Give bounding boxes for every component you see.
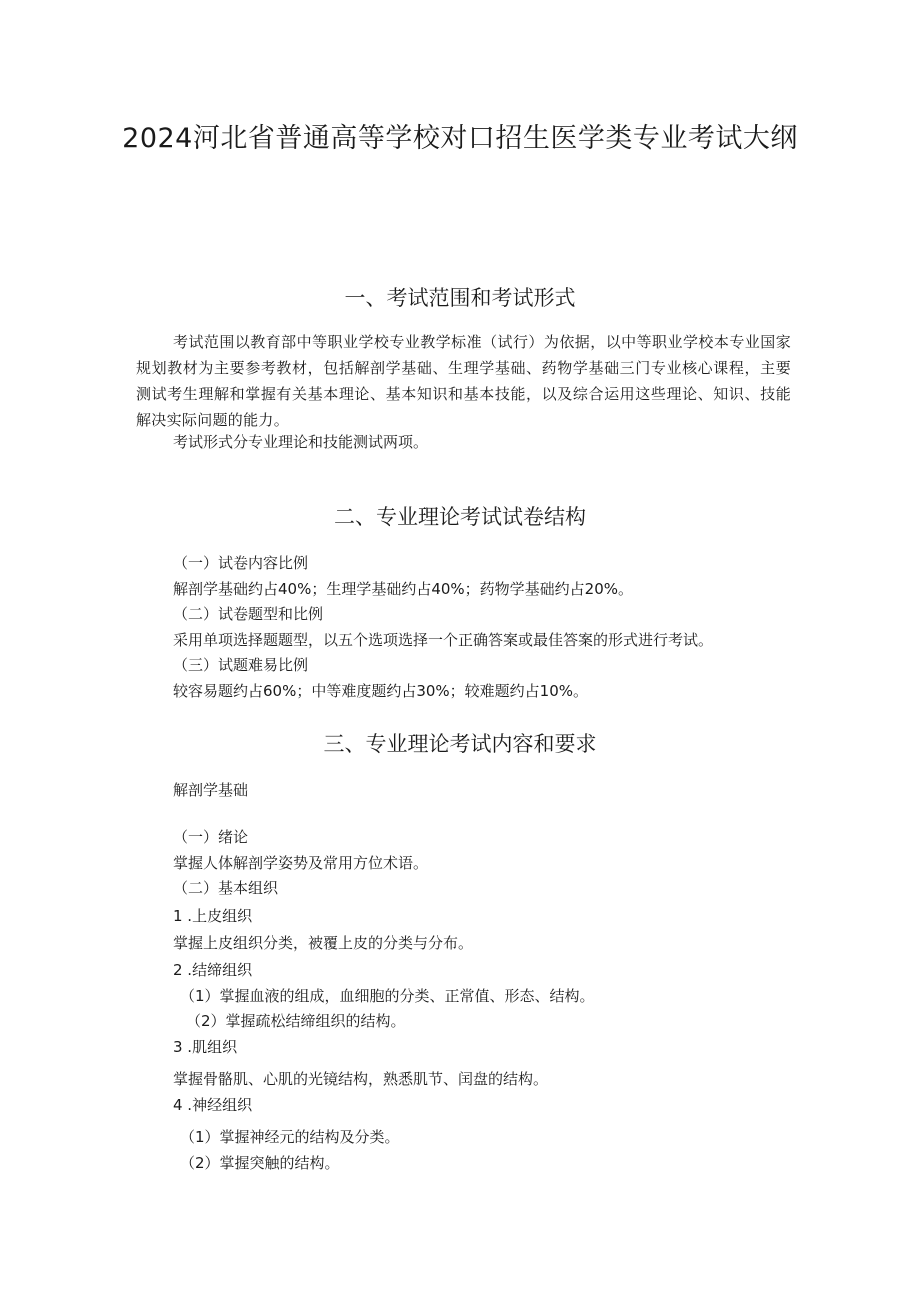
chapter-1-title: （一）绪论 xyxy=(173,828,249,846)
subject-title: 解剖学基础 xyxy=(173,781,249,799)
section-heading-3: 三、专业理论考试内容和要求 xyxy=(323,732,597,756)
item-4-point-a: （1）掌握神经元的结构及分类。 xyxy=(180,1128,400,1146)
section2-sub3-text: 较容易题约占60%；中等难度题约占30%；较难题约占10%。 xyxy=(173,682,589,700)
page-title: 2024河北省普通高等学校对口招生医学类专业考试大纲 xyxy=(122,123,798,154)
item-4-point-b: （2）掌握突触的结构。 xyxy=(180,1154,340,1172)
section2-sub2-text: 采用单项选择题题型，以五个选项选择一个正确答案或最佳答案的形式进行考试。 xyxy=(173,631,714,649)
item-2-point-b: （2）掌握疏松结缔组织的结构。 xyxy=(186,1012,406,1030)
item-4-title: 4 .神经组织 xyxy=(173,1096,253,1114)
item-2-title: 2 .结缔组织 xyxy=(173,961,253,979)
item-3-text: 掌握骨骼肌、心肌的光镜结构，熟悉肌节、闰盘的结构。 xyxy=(173,1070,549,1088)
section-heading-2: 二、专业理论考试试卷结构 xyxy=(334,505,586,529)
section1-paragraph-1: 考试范围以教育部中等职业学校专业教学标准（试行）为依据，以中等职业学校本专业国家规划教材为主要参考教材，包括解剖学基础、生理学基础、药物学基础三门专业核心课程，主要测试考生理解和掌握有关基本理论、基本知识和基本技能，以及综合运用这些理论、知识、技能解决实际问题的能力。 xyxy=(136,333,791,429)
section2-sub1-text: 解剖学基础约占40%；生理学基础约占40%；药物学基础约占20%。 xyxy=(173,580,634,598)
item-1-text: 掌握上皮组织分类，被覆上皮的分类与分布。 xyxy=(173,934,474,952)
section-heading-1: 一、考试范围和考试形式 xyxy=(344,286,576,310)
item-3-title: 3 .肌组织 xyxy=(173,1038,238,1056)
item-1-title: 1 .上皮组织 xyxy=(173,907,253,925)
item-2-point-a: （1）掌握血液的组成，血细胞的分类、正常值、形态、结构。 xyxy=(180,987,595,1005)
chapter-2-title: （二）基本组织 xyxy=(173,879,279,897)
section2-sub2: （二）试卷题型和比例 xyxy=(173,605,324,623)
section1-paragraph-2: 考试形式分专业理论和技能测试两项。 xyxy=(173,433,429,451)
section2-sub1: （一）试卷内容比例 xyxy=(173,554,309,572)
section2-sub3: （三）试题难易比例 xyxy=(173,656,309,674)
chapter-1-text: 掌握人体解剖学姿势及常用方位术语。 xyxy=(173,854,429,872)
